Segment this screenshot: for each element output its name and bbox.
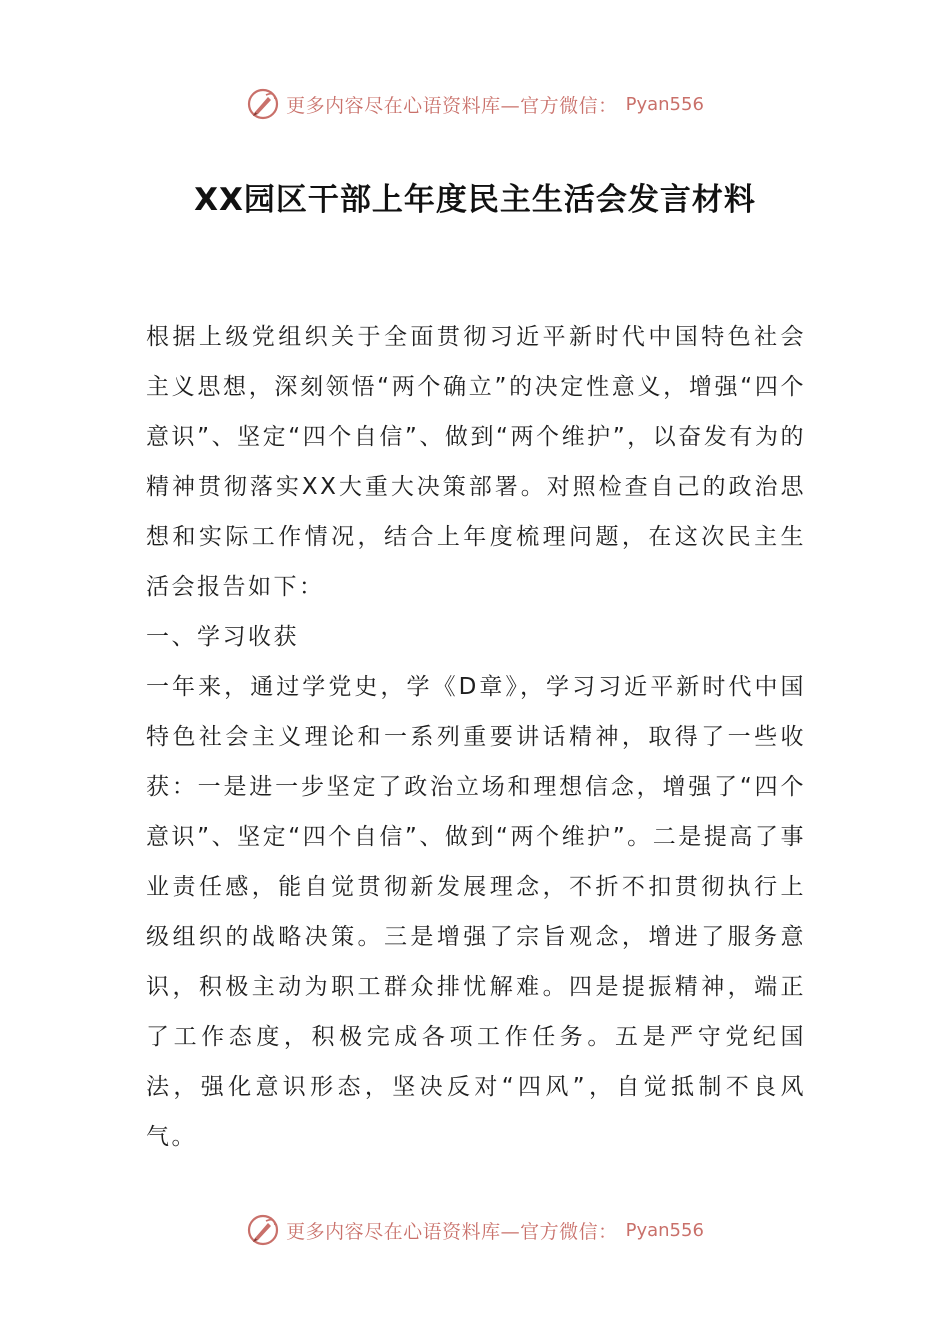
document-body <box>146 312 806 1162</box>
intro-paragraph: 根据上级党组织关于全面贯彻习近平新时代中国特色社会主义思想，深刻领悟“两个确立”的决定性意义，增强“四个意识”、坚定“四个自信”、做到“两个维护”，以奋发有为的精神贯彻落实XX大重大决策部署。对照检查自己的政治思想和实际工作情况，结合上年度梳理问题，在这次民主生活会报告如下： <box>146 324 806 600</box>
watermark-footer <box>0 1210 950 1250</box>
document-title: XX园区干部上年度民主生活会发言材料 <box>194 182 756 218</box>
watermark-text: 更多内容尽在心语资料库—官方微信： <box>286 1220 618 1243</box>
watermark-wechat-id: Pyan556 <box>625 1219 704 1241</box>
watermark-header <box>0 84 950 124</box>
section-heading-learning: 一、学习收获 <box>146 624 299 650</box>
pen-logo-icon <box>246 1213 280 1247</box>
pen-logo-icon <box>246 87 280 121</box>
learning-paragraph: 一年来，通过学党史，学《D章》，学习习近平新时代中国特色社会主义理论和一系列重要讲话精神，取得了一些收获：一是进一步坚定了政治立场和理想信念，增强了“四个意识”、坚定“四个自信”、做到“两个维护”。二是提高了事业责任感，能自觉贯彻新发展理念，不折不扣贯彻执行上级组织的战略决策。三是增强了宗旨观念，增进了服务意识，积极主动为职工群众排忧解难。四是提振精神，端正了工作态度，积极完成各项工作任务。五是严守党纪国法，强化意识形态，坚决反对“四风”，自觉抵制不良风气。 <box>146 674 806 1150</box>
watermark-text: 更多内容尽在心语资料库—官方微信： <box>286 94 618 117</box>
watermark-wechat-id: Pyan556 <box>625 93 704 115</box>
